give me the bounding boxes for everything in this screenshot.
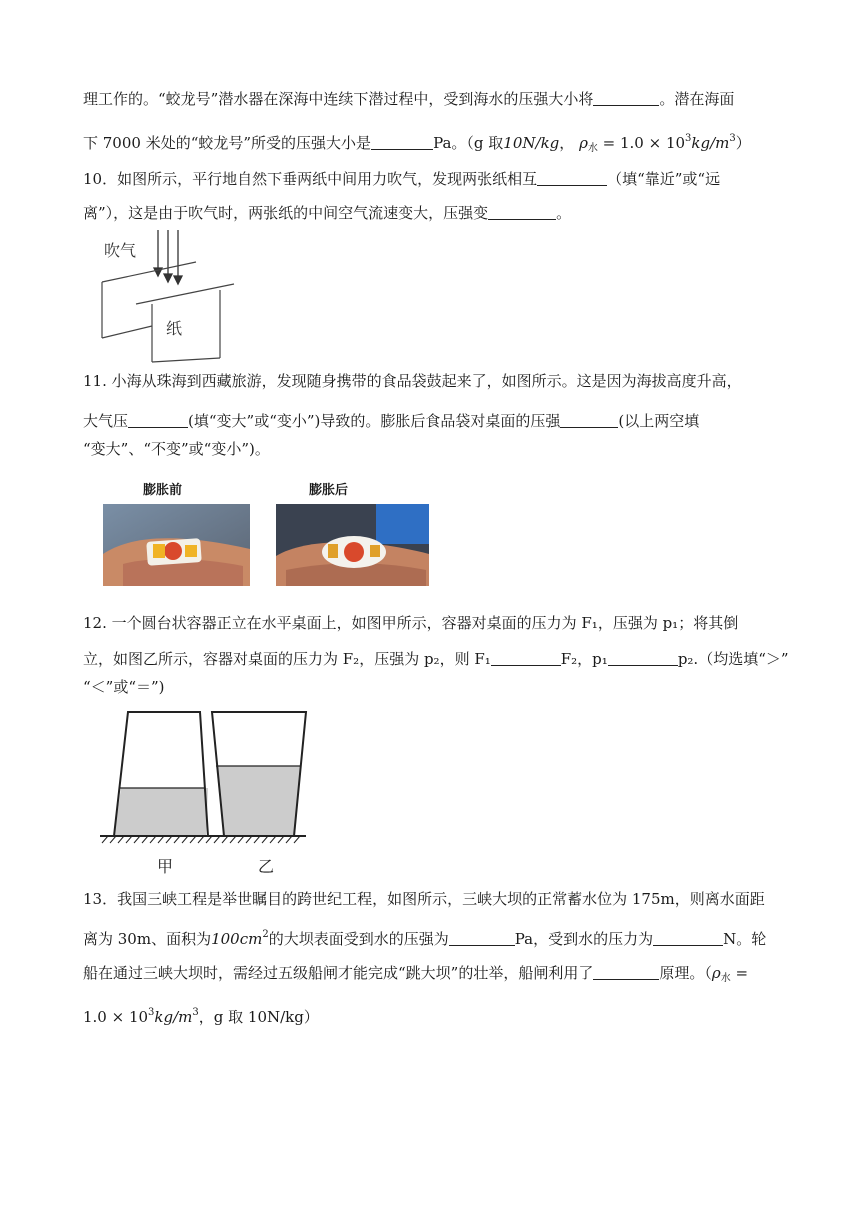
- unit-exponent: 3: [729, 133, 736, 144]
- paper-label: 纸: [166, 319, 183, 338]
- q13-blank-2[interactable]: [653, 929, 723, 946]
- q13-line-3: [83, 962, 748, 990]
- blow-arrows: [154, 230, 182, 284]
- container-yi: [212, 712, 306, 836]
- q10-blank-1[interactable]: [537, 169, 607, 186]
- q13-text: 原理。（: [659, 964, 712, 982]
- container-jia: [114, 712, 208, 836]
- equals-sign: =: [730, 964, 749, 982]
- q9-text: Pa。（g 取: [433, 134, 504, 152]
- q9-text: ）: [735, 134, 751, 152]
- q9-blank-2[interactable]: [371, 133, 433, 150]
- label-yi: 乙: [258, 857, 275, 876]
- unit: kg/m: [691, 134, 730, 152]
- area-value: 100cm: [211, 930, 263, 948]
- photo-before-expansion: [103, 504, 250, 586]
- area-exponent: 2: [262, 929, 269, 940]
- q9-g-value: 10N/kg: [503, 134, 560, 152]
- equals-value: = 1.0 × 10: [597, 134, 686, 152]
- unit-exponent: 3: [192, 1007, 199, 1018]
- blow-paper-figure: [96, 228, 246, 364]
- q11-blank-1[interactable]: [128, 411, 188, 428]
- q13-blank-1[interactable]: [449, 929, 515, 946]
- q10-line-2: [83, 202, 571, 224]
- q13-text: 的大坝表面受到水的压强为: [268, 930, 449, 948]
- q9-blank-1[interactable]: [593, 89, 659, 106]
- q13-line-2: [83, 924, 766, 950]
- q13-text: Pa，受到水的压力为: [514, 930, 654, 948]
- q9-text: 理工作的。“蛟龙号”潜水器在深海中连续下潜过程中，受到海水的压强大小将: [83, 90, 594, 108]
- q10-text: 。: [556, 204, 572, 222]
- q12-text: F₂，p₁: [560, 650, 608, 668]
- rho-subscript: 水: [720, 973, 731, 984]
- exponent: 3: [685, 133, 692, 144]
- q11-line-2: [83, 410, 699, 432]
- exponent: 3: [148, 1007, 155, 1018]
- q12-text: 12. 一个圆台状容器正立在水平桌面上，如图甲所示，容器对桌面的压力为 F₁，压强为 p₁；将其倒: [83, 614, 739, 632]
- q11-text: (填“变大”或“变小”)导致的。膨胀后食品袋对桌面的压强: [188, 412, 561, 430]
- q11-text: (以上两空填: [618, 412, 700, 430]
- q11-line-3: [83, 438, 270, 460]
- q13-line-1: [83, 888, 765, 910]
- blow-label: 吹气: [104, 241, 137, 260]
- q12-line-2: [83, 648, 789, 670]
- label-jia: 甲: [157, 857, 174, 876]
- q10-text: 离”），这是由于吹气时，两张纸的中间空气流速变大，压强变: [83, 204, 489, 222]
- q12-line-1: [83, 612, 738, 634]
- q9-line-2: [83, 128, 751, 160]
- q11-text: 大气压: [83, 412, 129, 430]
- q9-text: 。潜在海面: [659, 90, 735, 108]
- caption-after: 膨胀后: [309, 483, 349, 498]
- q11-line-1: [83, 370, 742, 392]
- density-value: 1.0 × 10: [83, 1008, 149, 1026]
- rho-subscript: 水: [587, 143, 598, 154]
- q12-blank-1[interactable]: [491, 649, 561, 666]
- q12-line-3: [83, 676, 165, 698]
- q10-text: （填“靠近”或“远: [607, 170, 721, 188]
- unit: kg/m: [154, 1008, 193, 1026]
- q9-text: 下 7000 米处的“蛟龙号”所受的压强大小是: [83, 134, 372, 152]
- q11-blank-2[interactable]: [560, 411, 618, 428]
- q13-line-4: [83, 1002, 319, 1028]
- container-figure: [98, 708, 312, 880]
- q12-text: 立，如图乙所示，容器对桌面的压力为 F₂，压强为 p₂，则 F₁: [83, 650, 491, 668]
- q10-line-1: [83, 168, 720, 190]
- q13-text: N。轮: [723, 930, 767, 948]
- q13-blank-3[interactable]: [593, 963, 659, 980]
- q13-text: ，g 取 10N/kg）: [198, 1008, 319, 1026]
- q9-line-1: [83, 88, 734, 110]
- photo-after-expansion: [276, 504, 429, 586]
- q12-text: p₂.（均选填“＞”: [677, 650, 789, 668]
- q10-blank-2[interactable]: [488, 203, 556, 220]
- q9-separator: ，: [559, 134, 575, 152]
- q10-text: 10．如图所示，平行地自然下垂两纸中间用力吹气，发现两张纸相互: [83, 170, 538, 188]
- q12-blank-2[interactable]: [608, 649, 678, 666]
- table-surface: [100, 836, 306, 843]
- caption-before: 膨胀前: [143, 483, 183, 498]
- q11-text: “变大”、“不变”或“变小”)。: [83, 440, 270, 458]
- q12-text: “＜”或“＝”): [83, 678, 165, 696]
- q11-text: 11. 小海从珠海到西藏旅游，发现随身携带的食品袋鼓起来了，如图所示。这是因为海拔高度升高，: [83, 372, 742, 390]
- q13-text: 离为 30m、面积为: [83, 930, 212, 948]
- q13-text: 13．我国三峡工程是举世瞩目的跨世纪工程，如图所示，三峡大坝的正常蓄水位为 175m，则离水面距: [83, 890, 765, 908]
- q13-text: 船在通过三峡大坝时，需经过五级船闸才能完成“跳大坝”的壮举，船闸利用了: [83, 964, 594, 982]
- rho-symbol: ρ: [579, 134, 588, 152]
- q9-density-formula: [579, 134, 736, 152]
- rho-symbol: ρ: [711, 964, 721, 982]
